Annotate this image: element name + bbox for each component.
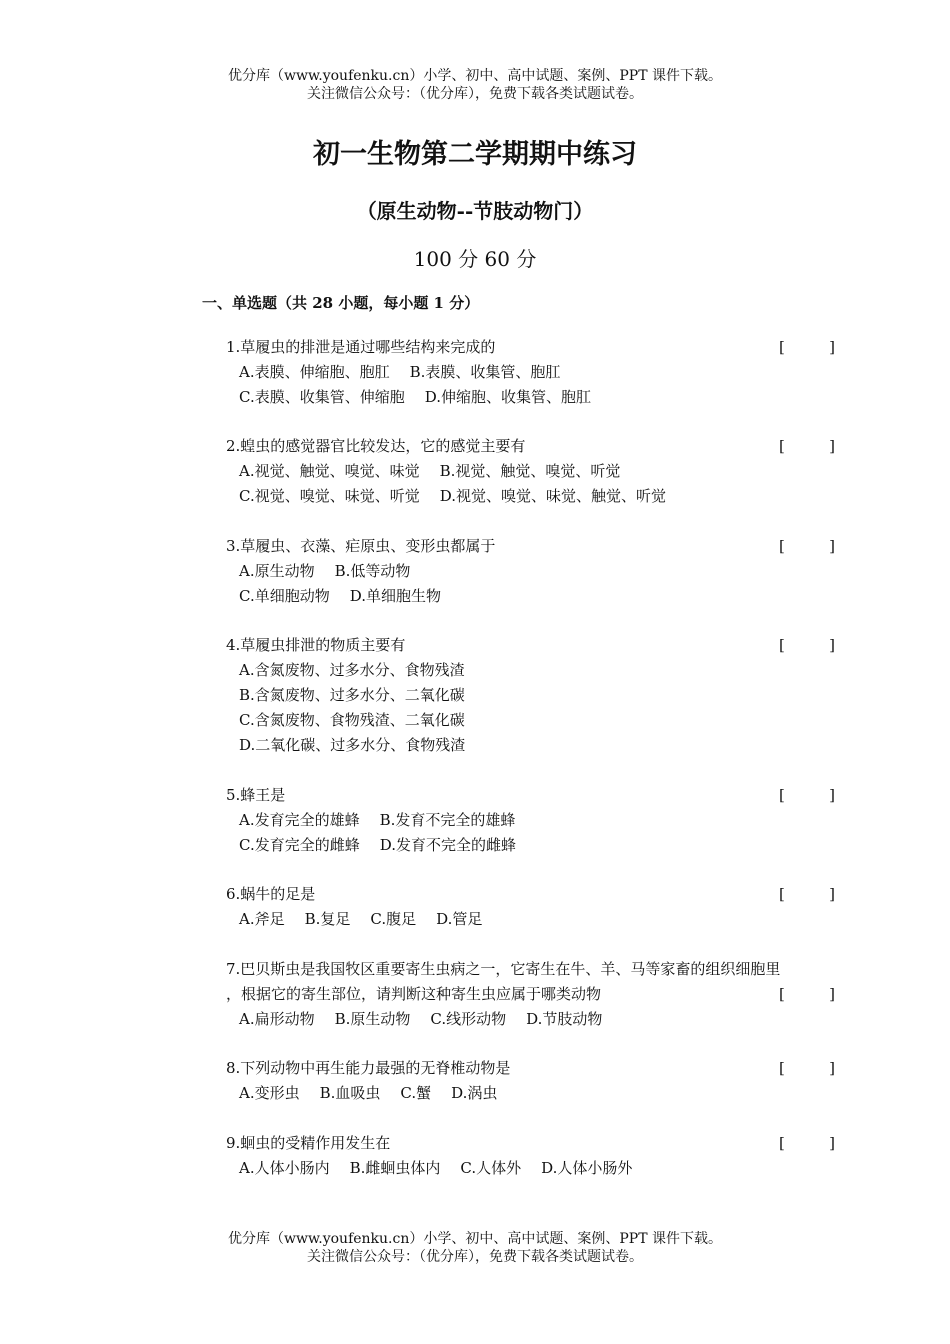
- answer-bracket: [ ]: [779, 985, 835, 1003]
- question-stem: 9.蛔虫的受精作用发生在: [226, 1134, 391, 1152]
- option-b: B.低等动物: [334, 562, 411, 580]
- option-c: C.表膜、收集管、伸缩胞: [239, 388, 405, 406]
- question-8: [226, 1056, 851, 1106]
- option-b: B.雌蛔虫体内: [349, 1159, 441, 1177]
- option-row: [226, 683, 851, 708]
- option-row: [226, 360, 851, 385]
- option-b: B.发育不完全的雄蜂: [379, 811, 516, 829]
- option-a: A.视觉、触觉、嗅觉、味觉: [239, 462, 420, 480]
- answer-bracket: [ ]: [779, 437, 835, 455]
- header-line-1: 优分库（www.youfenku.cn）小学、初中、高中试题、案例、PPT 课件下载。: [227, 68, 722, 84]
- option-c: C.线形动物: [430, 1010, 507, 1028]
- option-c: C.蟹: [400, 1084, 432, 1102]
- answer-bracket: [ ]: [779, 1059, 835, 1077]
- option-b: B.视觉、触觉、嗅觉、听觉: [439, 462, 621, 480]
- answer-bracket: [ ]: [779, 537, 835, 555]
- answer-bracket: [ ]: [779, 786, 835, 804]
- option-row: [226, 459, 851, 484]
- question-2: [226, 434, 851, 509]
- option-row: [226, 1007, 851, 1032]
- question-3: [226, 534, 851, 609]
- option-row: [226, 907, 851, 932]
- option-d: D.管足: [436, 910, 483, 928]
- option-a: A.原生动物: [239, 562, 315, 580]
- option-c: C.人体外: [460, 1159, 522, 1177]
- question-stem: 2.蝗虫的感觉器官比较发达，它的感觉主要有: [226, 437, 526, 455]
- option-d: D.人体小肠外: [541, 1159, 633, 1177]
- option-c: C.单细胞动物: [239, 587, 330, 605]
- option-d: D.单细胞生物: [349, 587, 441, 605]
- option-row: [226, 484, 851, 509]
- option-d: D.视觉、嗅觉、味觉、触觉、听觉: [439, 487, 666, 505]
- option-c: C.腹足: [370, 910, 417, 928]
- question-5: [226, 783, 851, 858]
- footer-line-1: 优分库（www.youfenku.cn）小学、初中、高中试题、案例、PPT 课件下载。: [227, 1231, 722, 1247]
- option-row: [226, 1081, 851, 1106]
- question-stem-continued: ，根据它的寄生部位，请判断这种寄生虫应属于哪类动物: [226, 985, 602, 1003]
- question-stem: 8.下列动物中再生能力最强的无脊椎动物是: [226, 1059, 511, 1077]
- option-d: D.发育不完全的雌蜂: [379, 836, 516, 854]
- option-row: [226, 559, 851, 584]
- option-a: A.斧足: [239, 910, 285, 928]
- answer-bracket: [ ]: [779, 636, 835, 654]
- option-c: C.含氮废物、食物残渣、二氧化碳: [239, 711, 465, 729]
- option-row: [226, 733, 851, 758]
- question-stem: 6.蜗牛的足是: [226, 885, 316, 903]
- option-row: [226, 708, 851, 733]
- footer-line-2: 关注微信公众号：（优分库），免费下载各类试题试卷。: [307, 1249, 643, 1265]
- answer-bracket: [ ]: [779, 338, 835, 356]
- page-header: [0, 67, 950, 103]
- option-a: A.扁形动物: [239, 1010, 315, 1028]
- option-a: A.发育完全的雄蜂: [239, 811, 360, 829]
- page-subtitle: （原生动物--节肢动物门）: [356, 199, 594, 223]
- score-info: 100 分 60 分: [413, 247, 537, 271]
- option-row: [226, 658, 851, 683]
- page-footer: [0, 1230, 950, 1266]
- question-stem: 7.巴贝斯虫是我国牧区重要寄生虫病之一，它寄生在牛、羊、马等家畜的组织细胞里: [226, 960, 781, 978]
- option-d: D.伸缩胞、收集管、胞肛: [424, 388, 591, 406]
- option-c: C.发育完全的雌蜂: [239, 836, 360, 854]
- option-b: B.含氮废物、过多水分、二氧化碳: [239, 686, 465, 704]
- answer-bracket: [ ]: [779, 1134, 835, 1152]
- question-stem: 4.草履虫排泄的物质主要有: [226, 636, 406, 654]
- question-stem: 5.蜂王是: [226, 786, 286, 804]
- option-d: D.二氧化碳、过多水分、食物残渣: [239, 736, 466, 754]
- option-c: C.视觉、嗅觉、味觉、听觉: [239, 487, 420, 505]
- question-9: [226, 1131, 851, 1181]
- option-row: [226, 1156, 851, 1181]
- section-heading: 一、单选题（共 28 小题，每小题 1 分）: [202, 294, 480, 312]
- option-d: D.涡虫: [451, 1084, 498, 1102]
- option-d: D.节肢动物: [526, 1010, 603, 1028]
- option-row: [226, 584, 851, 609]
- question-4: [226, 633, 851, 758]
- question-7: [226, 957, 851, 1032]
- page-title: 初一生物第二学期期中练习: [313, 139, 637, 170]
- question-1: [226, 335, 851, 410]
- option-row: [226, 833, 851, 858]
- option-b: B.复足: [304, 910, 351, 928]
- question-stem: 1.草履虫的排泄是通过哪些结构来完成的: [226, 338, 496, 356]
- question-stem: 3.草履虫、衣藻、疟原虫、变形虫都属于: [226, 537, 496, 555]
- option-a: A.变形虫: [239, 1084, 300, 1102]
- option-b: B.血吸虫: [319, 1084, 381, 1102]
- option-a: A.人体小肠内: [239, 1159, 330, 1177]
- option-a: A.表膜、伸缩胞、胞肛: [239, 363, 390, 381]
- question-6: [226, 882, 851, 932]
- option-row: [226, 385, 851, 410]
- option-row: [226, 808, 851, 833]
- option-b: B.表膜、收集管、胞肛: [409, 363, 561, 381]
- option-a: A.含氮废物、过多水分、食物残渣: [239, 661, 465, 679]
- header-line-2: 关注微信公众号：（优分库），免费下载各类试题试卷。: [307, 86, 643, 102]
- option-b: B.原生动物: [334, 1010, 411, 1028]
- answer-bracket: [ ]: [779, 885, 835, 903]
